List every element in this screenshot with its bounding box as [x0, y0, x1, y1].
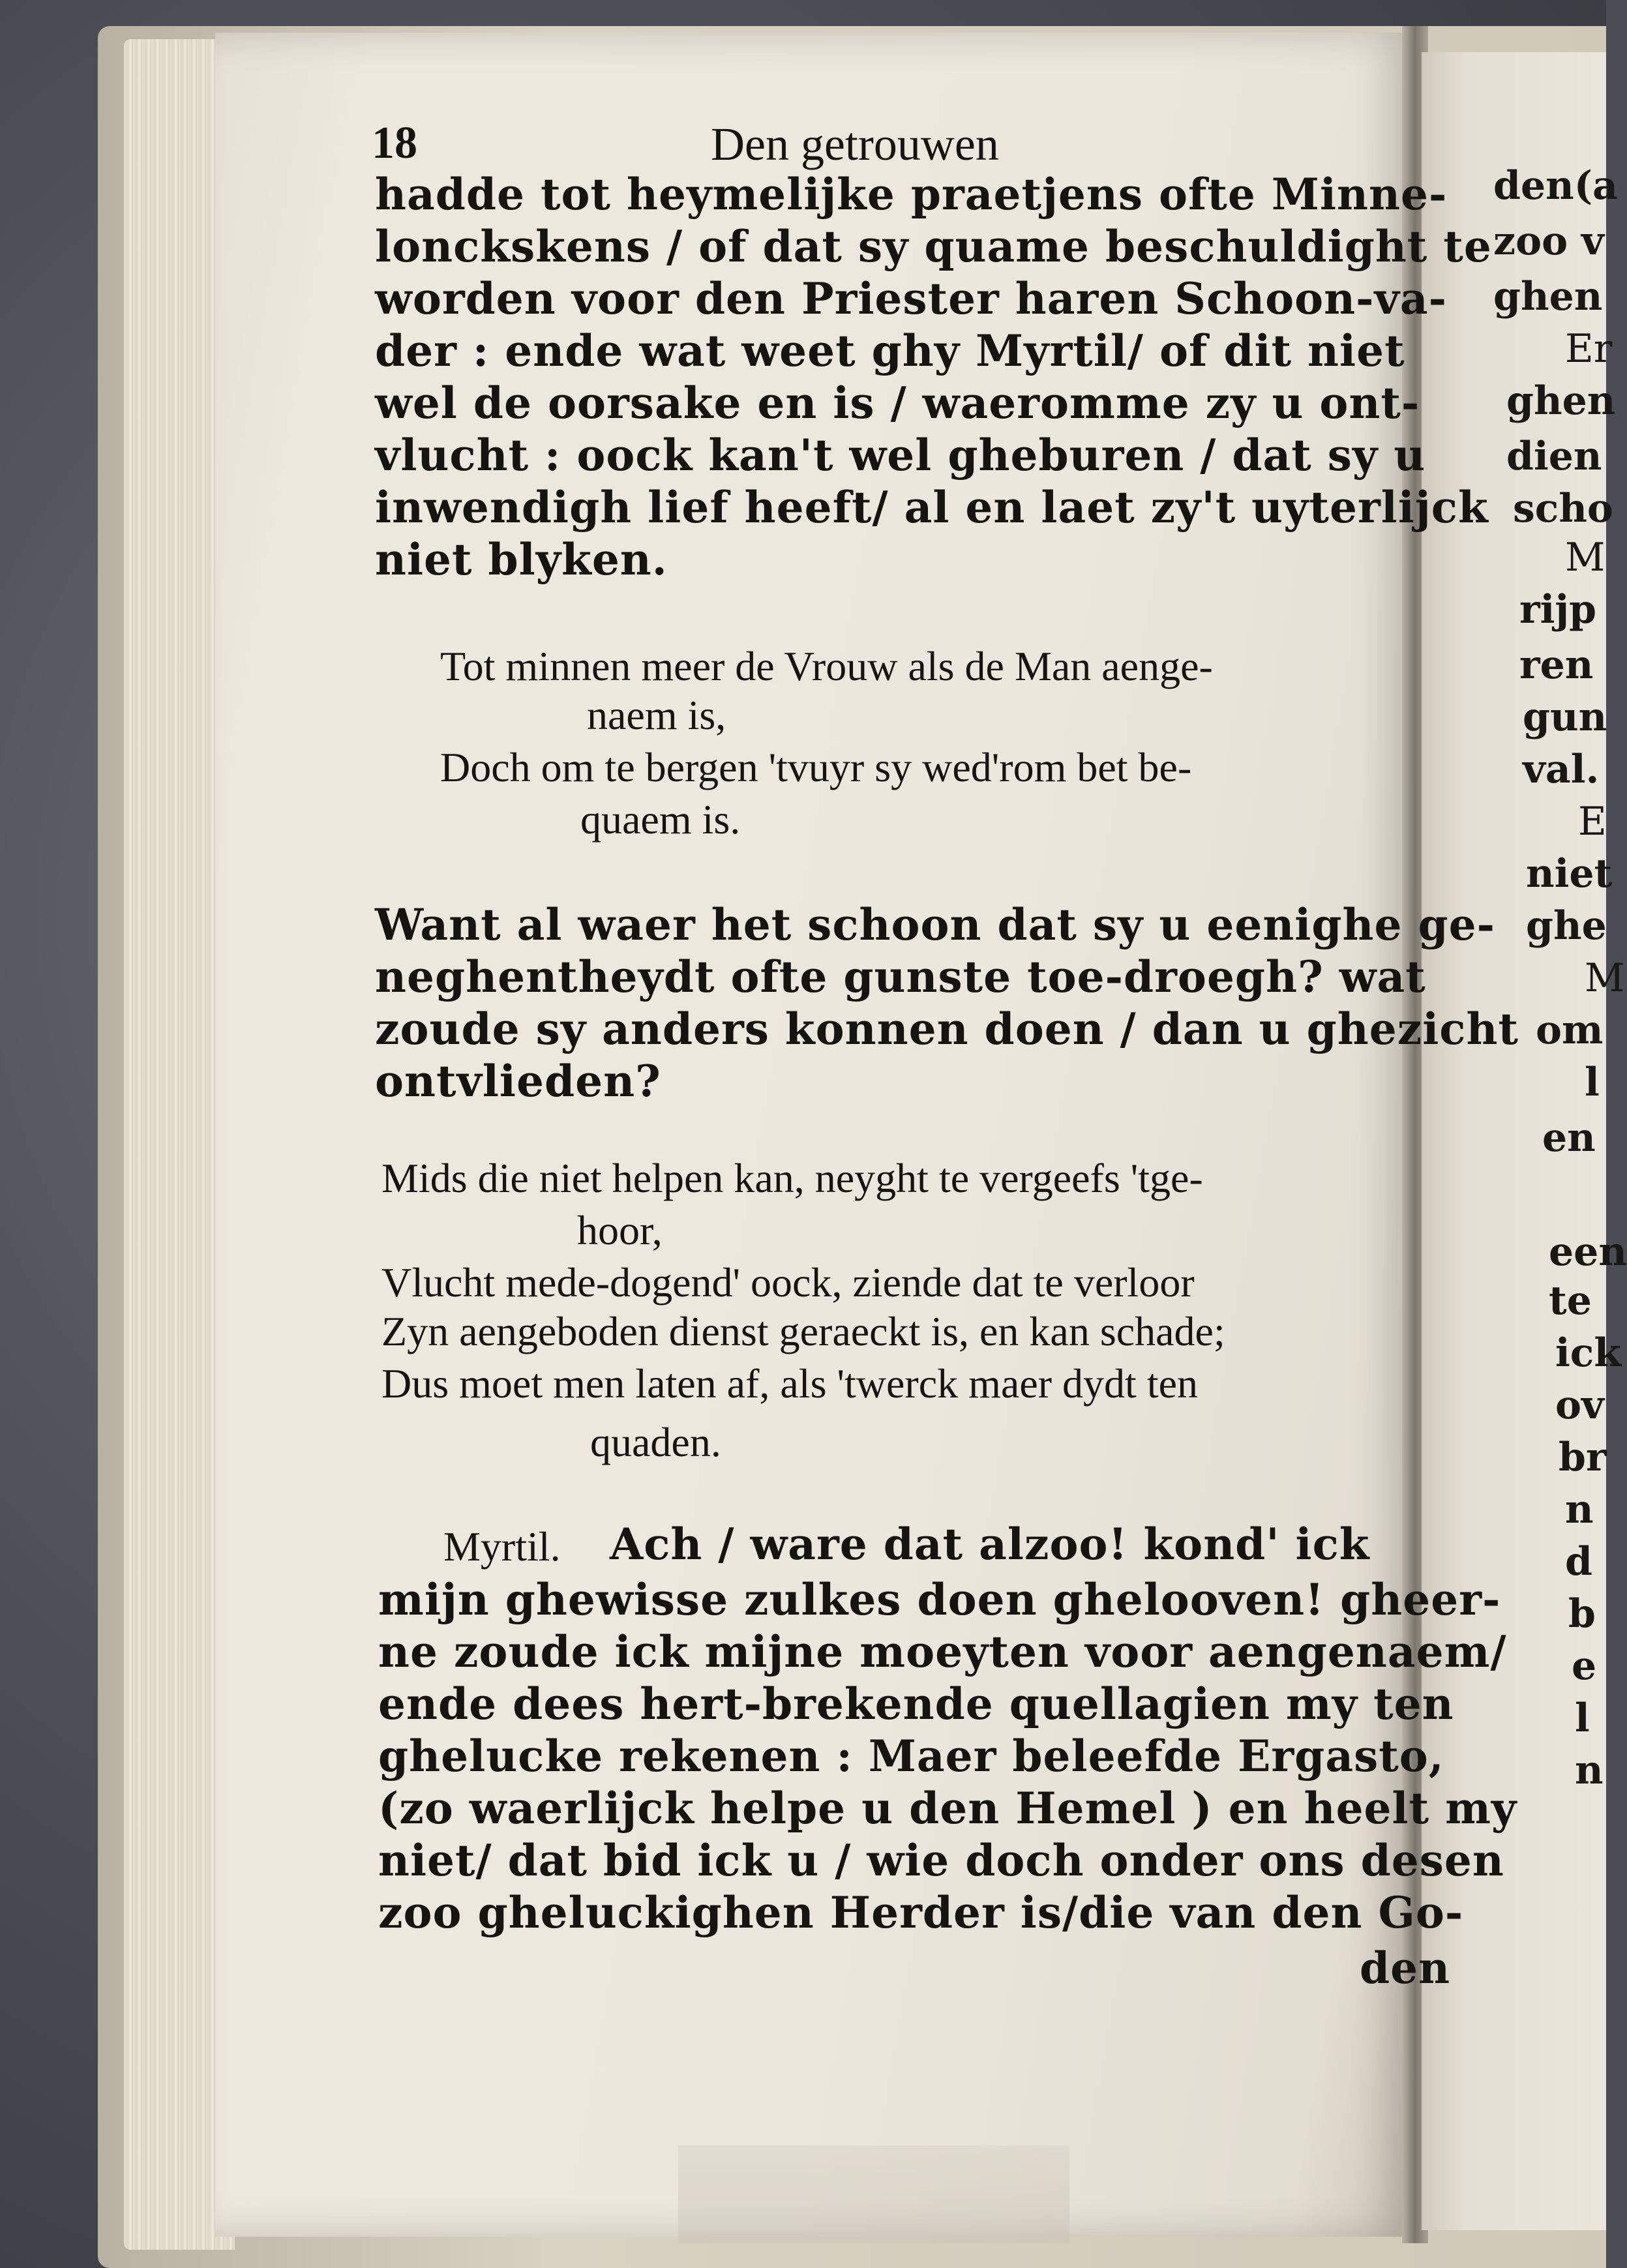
fragment: zoo v — [1493, 218, 1604, 264]
text-line: zoo gheluckighen Herder is/die van den Go- — [378, 1887, 1464, 1938]
fragment: ghen — [1506, 378, 1616, 424]
text-line: inwendigh lief heeft/ al en laet zy't uyterlijck — [375, 482, 1489, 533]
verse-line: quaden. — [590, 1419, 721, 1465]
fragment: te — [1549, 1278, 1592, 1324]
text-line: ne zoude ick mijne moeyten voor aengenaem/ — [378, 1626, 1507, 1677]
fragment: M — [1565, 535, 1605, 580]
text-line: ontvlieden? — [375, 1056, 661, 1107]
verse-line: Zyn aengeboden dienst geraeckt is, en kan schade; — [381, 1308, 1225, 1354]
text-line: worden voor den Priester haren Schoon-va- — [375, 273, 1448, 324]
text-line: hadde tot heymelijke praetjens ofte Minne- — [375, 169, 1448, 220]
text-line: Ach / ware dat alzoo! kond' ick — [610, 1519, 1370, 1570]
fragment: den(a — [1493, 163, 1619, 209]
fragment: ick — [1555, 1330, 1621, 1376]
catchword: den — [1360, 1943, 1451, 1993]
fragment: b — [1568, 1591, 1596, 1637]
text-line: (zo waerlijck helpe u den Hemel ) en heelt my — [378, 1783, 1517, 1834]
fragment: br — [1559, 1435, 1607, 1480]
verse-line: Tot minnen meer de Vrouw als de Man aenge- — [440, 643, 1213, 689]
text-line: neghentheydt ofte gunste toe-droegh? wat — [375, 951, 1426, 1002]
text-line: Want al waer het schoon dat sy u eenighe ge- — [375, 899, 1496, 950]
text-line: lonckskens / of dat sy quame beschuldight te — [375, 221, 1492, 272]
fragment: e — [1572, 1643, 1597, 1689]
text-line: zoude sy anders konnen doen / dan u ghezicht — [375, 1004, 1519, 1054]
text-line: mijn ghewisse zulkes doen ghelooven! gheer- — [378, 1574, 1501, 1625]
verse-line: Dus moet men laten af, als 'twerck maer dydt ten — [381, 1360, 1198, 1407]
verse-line: hoor, — [577, 1207, 663, 1253]
fragment: M — [1585, 955, 1625, 1001]
fragment: ghe — [1526, 903, 1607, 949]
fragment: niet — [1526, 851, 1613, 897]
fragment: en — [1542, 1115, 1596, 1161]
fragment: ghen — [1493, 274, 1603, 320]
fragment: d — [1565, 1539, 1592, 1585]
verse-line: Mids die niet helpen kan, neyght te vergeefs 'tge- — [381, 1155, 1203, 1201]
verse-line: naem is, — [587, 692, 726, 738]
verse-line: Vlucht mede-dogend' oock, ziende dat te verloor — [381, 1259, 1195, 1306]
speaker-name: Myrtil. — [443, 1523, 561, 1570]
text-line: vlucht : oock kan't wel gheburen / dat sy u — [375, 430, 1426, 481]
text-line: der : ende wat weet ghy Myrtil/ of dit niet — [375, 325, 1405, 376]
fragment: l — [1585, 1060, 1600, 1105]
text-line: wel de oorsake en is / waeromme zy u ont- — [375, 378, 1420, 428]
fragment: rijp — [1519, 587, 1597, 633]
fragment: scho — [1513, 486, 1613, 531]
fragment: n — [1565, 1487, 1594, 1532]
verse-line: Doch om te bergen 'tvuyr sy wed'rom bet be- — [440, 744, 1192, 790]
fragment: ren — [1519, 642, 1594, 688]
running-title: Den getrouwen — [711, 118, 999, 170]
verse-line: quaem is. — [580, 796, 741, 843]
fragment: een — [1549, 1229, 1627, 1275]
fragment: Er — [1565, 326, 1613, 372]
fragment: gun — [1523, 694, 1607, 740]
fragment: om — [1536, 1007, 1604, 1053]
page-number: 18 — [372, 118, 417, 168]
text-line: ghelucke rekenen : Maer beleefde Ergasto, — [378, 1731, 1444, 1782]
fragment: n — [1575, 1748, 1604, 1793]
text-line: ende dees hert-brekende quellagien my ten — [378, 1679, 1454, 1729]
fragment: dien — [1506, 434, 1602, 479]
text-line: niet/ dat bid ick u / wie doch onder ons desen — [378, 1835, 1504, 1886]
fragment: val. — [1523, 747, 1600, 792]
text-line: niet blyken. — [375, 534, 668, 585]
fragment: l — [1575, 1695, 1590, 1741]
fragment: ov — [1555, 1382, 1604, 1428]
fragment: E — [1578, 799, 1607, 844]
page-shadow — [678, 2145, 1069, 2243]
